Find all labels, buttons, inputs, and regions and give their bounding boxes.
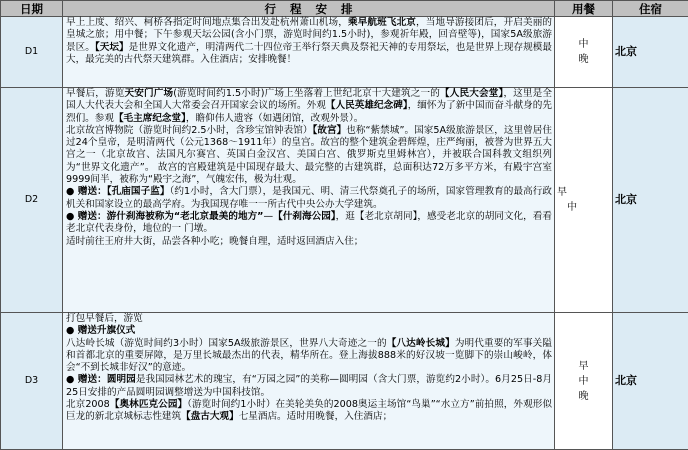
- meal-item: 中: [578, 39, 589, 50]
- meal-item: 中: [567, 202, 577, 213]
- plan-highlight: 天安门广场: [124, 88, 174, 99]
- meal-cell: [555, 17, 613, 88]
- plan-highlight: 【孔庙国子监】: [106, 186, 170, 198]
- plan-paragraph: [66, 186, 552, 211]
- plan-text: 早餐后，游览: [66, 88, 125, 99]
- meal-item: 晚: [578, 390, 589, 402]
- plan-highlight: 【毛主席纪念堂】: [113, 112, 186, 124]
- meal-item: 晚: [578, 54, 589, 65]
- plan-highlight: 【八达岭长城】: [386, 337, 455, 349]
- header-stay: 住宿: [613, 1, 688, 17]
- plan-highlight: 【盘古大观】: [181, 411, 239, 423]
- plan-text: 为明代重要的军事关隘和首都北京的重要屏障，是万里长城最杰出的代表，精华所在。登上海拔888米的好汉坡一览脚下的崇山峻岭，体会“不到长城非好汉”的意迹。: [66, 337, 552, 374]
- header-plan: 行程安排: [63, 1, 555, 17]
- plan-text: 打包早餐后，游览: [66, 313, 143, 324]
- plan-paragraph: [66, 313, 552, 325]
- plan-text: （游览时间约1小时）在美轮美奂的2008奥运主场馆“鸟巢”“水立方”前拍照，外观形似巨龙的新北京城标志性建筑: [66, 399, 552, 423]
- plan-highlight: 圆明园: [106, 374, 136, 386]
- meal-item: 早: [578, 360, 589, 372]
- day-label: D3: [1, 313, 63, 450]
- plan-bullet: ● 赠送：: [66, 210, 107, 222]
- day-row-3: [1, 313, 688, 450]
- header-row: [1, 1, 688, 17]
- stay-cell: 北京: [613, 313, 688, 450]
- plan-highlight: 游什刹海被称为“老北京最美的地方”: [106, 210, 264, 222]
- plan-paragraph: [66, 236, 552, 248]
- plan-paragraph: [66, 325, 552, 337]
- meal-cell: [555, 88, 613, 313]
- plan-bullet: ● 赠送：: [66, 186, 107, 198]
- plan-paragraph: [66, 399, 552, 424]
- plan-text: 早上上度、绍兴、柯桥各指定时间地点集合出发赴杭州萧山机场，: [66, 17, 348, 28]
- day-label: D1: [1, 17, 63, 88]
- stay-cell: 北京: [613, 88, 688, 313]
- plan-paragraph: [66, 125, 552, 186]
- plan-text: 北京2008: [66, 399, 110, 411]
- plan-highlight: 乘早航班飞北京: [347, 17, 417, 28]
- plan-highlight: 【奥林匹克公园】: [109, 399, 188, 411]
- meal-cell: [555, 313, 613, 450]
- plan-bullet: ● 赠送升旗仪式: [66, 325, 136, 337]
- plan-text: 是我国园林艺术的瑰宝，有“万园之园”的美称—圆明园（含大门票，游览约2小时）。6月25日-8月25日安排的产品圆明园调整增送为中国科技馆。: [66, 374, 552, 398]
- plan-text: ，瞻仰伟人遗容（如遇闭馆，改观外景）。: [185, 112, 364, 124]
- day-label: D2: [1, 88, 63, 313]
- day-plan: [63, 88, 555, 313]
- plan-highlight: 【天坛】: [94, 41, 129, 53]
- day-plan: [63, 17, 555, 88]
- plan-bullet: ● 赠送：: [66, 374, 107, 386]
- plan-text: —: [263, 210, 274, 222]
- plan-highlight: 【故宫】: [312, 124, 347, 136]
- header-meal: 用餐: [555, 1, 613, 17]
- day-row-2: [1, 88, 688, 313]
- plan-text: ，逛【老北京胡同】，感受老北京的胡同文化，看看老北京代表身份，地位的一 门墩。: [66, 210, 552, 235]
- plan-text: ，当地导游接团后，开启美丽的皇城之旅；用中餐；下午参观天坛公园(含小门票，游览时间约1.5小时)，参观祈年殿，回音壁等)，国家5A级旅游景区。: [66, 17, 553, 53]
- plan-paragraph: [66, 374, 552, 399]
- plan-text: ，缅怀为了新中国而奋斗献身的先烈们。参观: [66, 100, 553, 124]
- plan-paragraph: [66, 88, 552, 125]
- plan-highlight: 【人民大会堂】: [440, 88, 504, 99]
- plan-text: ，这里是全国人大代表大会和全国人大常委会召开国家会议的场所。外观: [66, 88, 553, 112]
- plan-text: （约1小时，含大门票），是我国元、明、清三代祭奠孔子的场所，国家管理教育的最高行政机关和国家设立的最高学府。为我国现存唯一一所古代中央公办大学建筑。: [66, 186, 552, 210]
- day-plan: [63, 313, 555, 450]
- meal-item: 中: [578, 375, 589, 387]
- plan-paragraph: [66, 211, 552, 236]
- header-day: 日期: [1, 1, 63, 17]
- plan-text: (游览时间约1.5小时)广场上坐落着上世纪北京十大建筑之一的: [173, 88, 441, 99]
- plan-text: 七星酒店。适时用晚餐，入住酒店；: [238, 411, 393, 423]
- plan-text: 也称“紫禁城”。国家5A级旅游景区，这里曾居住过24个皇帝，是明清两代（公元1368～1911年）的皇宫。故宫的整个建筑金碧辉煌，庄严绚丽，被誉为世界五大宫之一（北京故宫、法国凡尔赛宫、英国白金汉宫、美国白宫、俄罗斯克里姆林宫），并被联合国科教文组织列为“世界文化遗产”。 故宫的宫殿建筑是中国现存最大、最完整的古建筑群，总面积达72万多平方米，有殿宇宫室9999间半，被称为“殿宇之海”，气魄宏伟，极为壮观。: [66, 124, 553, 186]
- stay-cell: 北京: [613, 17, 688, 88]
- plan-paragraph: [66, 338, 552, 375]
- plan-text: 北京故宫博物院（游览时间约2.5小时，含珍宝馆钟表馆）: [66, 124, 313, 136]
- plan-text: 适时前往王府井大街，品尝各种小吃；晚餐自理，适时返回酒店入住；: [66, 235, 364, 247]
- plan-highlight: 【什刹海公园】: [273, 210, 336, 222]
- meal-item: 早: [557, 187, 567, 198]
- plan-text: 八达岭长城（游览时间约3小时）国家5A级旅游景区，世界八大奇迹之一的: [66, 337, 387, 349]
- plan-paragraph: [66, 17, 552, 66]
- plan-highlight: 【人民英雄纪念碑】: [325, 100, 408, 112]
- day-row-1: [1, 17, 688, 88]
- plan-text: 是世界文化遗产，明清两代二十四位帝王举行祭天典及祭祀天神的专用祭坛，也是世界上现存规模最大，最完美的古代祭天建筑群。入住酒店；安排晚餐！: [66, 41, 553, 65]
